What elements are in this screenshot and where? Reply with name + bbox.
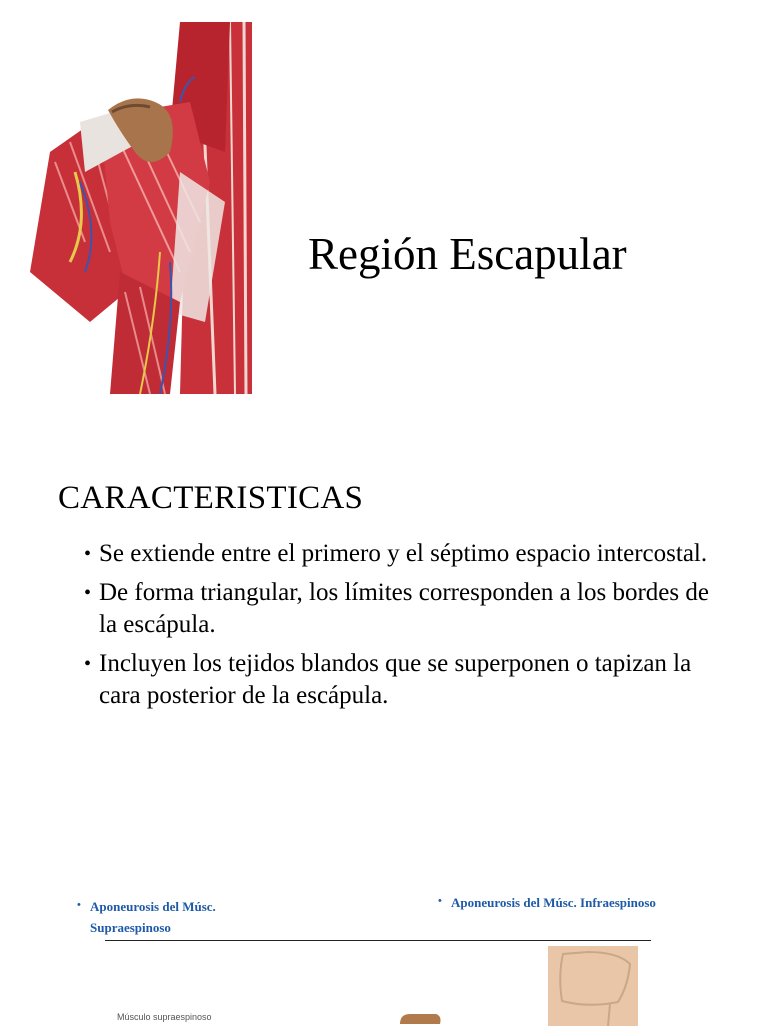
image-caption: Músculo supraespinoso bbox=[117, 1012, 212, 1022]
divider-line bbox=[105, 940, 651, 941]
anatomy-photo-left bbox=[396, 1012, 444, 1024]
shoulder-anatomy-image bbox=[30, 22, 252, 394]
bullet-icon: • bbox=[84, 543, 92, 565]
slide-aponeurosis bbox=[0, 870, 768, 1024]
section-heading: CARACTERISTICAS bbox=[58, 480, 364, 516]
bullet-icon: • bbox=[77, 899, 81, 911]
label-infraespinoso: • Aponeurosis del Músc. Infraespinoso bbox=[451, 892, 741, 913]
slide-title bbox=[0, 0, 768, 440]
bullet-icon: • bbox=[438, 895, 442, 907]
anatomy-photo-right bbox=[548, 946, 638, 1026]
bullet-icon: • bbox=[84, 582, 92, 604]
slide-title-text: Región Escapular bbox=[308, 229, 627, 279]
list-item: • Incluyen los tejidos blandos que se superponen o tapizan la cara posterior de la escápula. bbox=[84, 650, 692, 709]
bullet-icon: • bbox=[84, 653, 92, 675]
slide-characteristics bbox=[0, 440, 768, 870]
list-item: • De forma triangular, los límites corresponden a los bordes de la escápula. bbox=[84, 579, 709, 638]
list-item: • Se extiende entre el primero y el séptimo espacio intercostal. bbox=[84, 538, 724, 570]
characteristics-list bbox=[84, 538, 724, 719]
label-supraespinoso: • Aponeurosis del Músc. Supraespinoso bbox=[90, 896, 270, 938]
